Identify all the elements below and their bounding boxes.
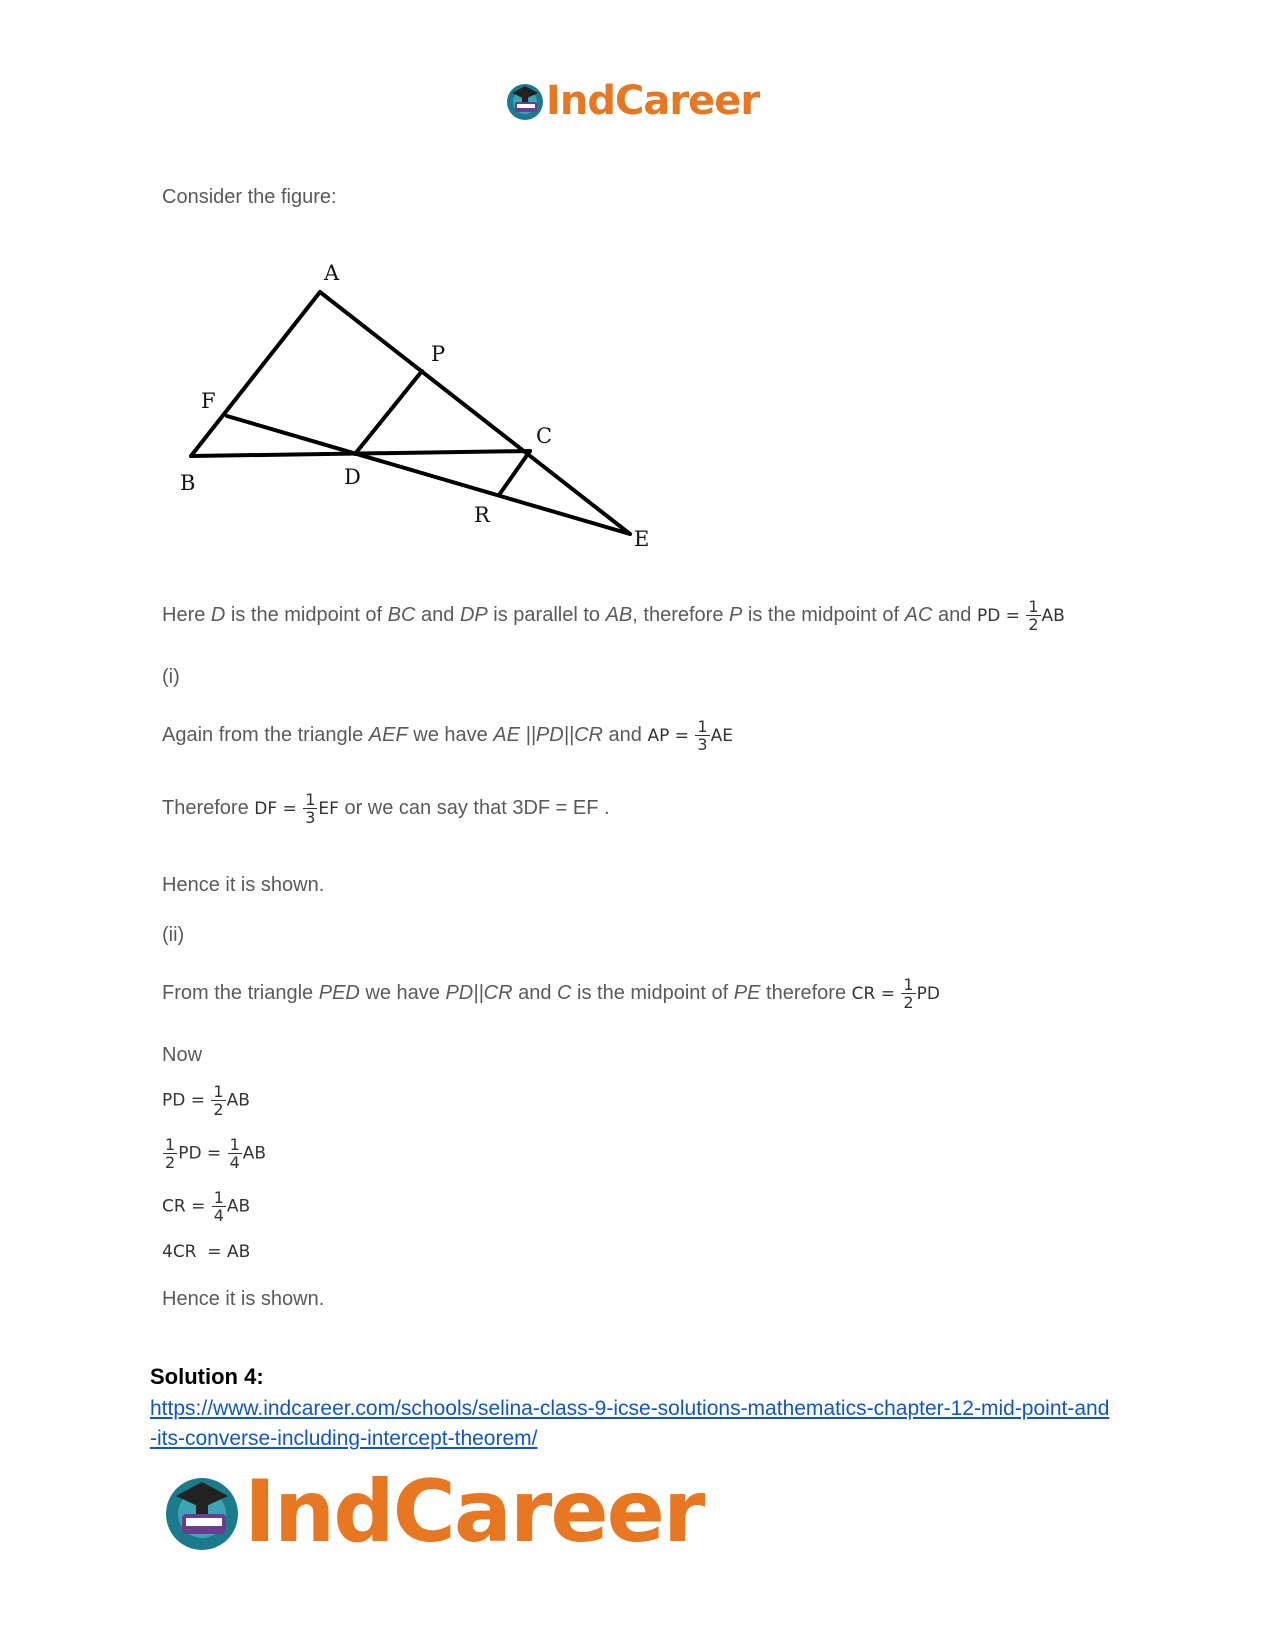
triangle-figure — [160, 250, 680, 570]
logo-text: IndCareer — [244, 1462, 704, 1562]
label-r: R — [474, 503, 490, 527]
part-ii-label: (ii) — [162, 924, 185, 946]
label-f: F — [201, 389, 216, 413]
fraction: $\frac{1}{2}$ — [165, 1135, 176, 1172]
midpoint-statement: Here D is the midpoint of BC and DP is parallel to AB, therefore P is the midpoint of AC and PD = $\frac{1}{2}$ AB — [162, 597, 1065, 634]
line-fe — [227, 416, 630, 534]
now-label: Now — [162, 1044, 203, 1066]
label-a: A — [324, 261, 340, 285]
part-i-conclusion: Hence it is shown. — [162, 874, 325, 896]
label-c: C — [536, 424, 553, 448]
part-i-label: (i) — [162, 666, 180, 688]
part-i-line2: Therefore DF = $\frac{1}{3}$ EF or we can say that 3DF = EF . — [162, 790, 610, 827]
part-ii-line1: From the triangle PED we have PD||CR and C is the midpoint of PE therefore CR = $\frac{1}{2}$ PD — [162, 975, 940, 1012]
logo-text: IndCareer — [546, 78, 760, 124]
graduation-cap-icon — [504, 80, 546, 122]
part-ii-conclusion: Hence it is shown. — [162, 1288, 325, 1310]
label-d: D — [344, 465, 361, 489]
fraction: $\frac{1}{3}$ — [305, 790, 316, 827]
part-i-line1: Again from the triangle AEF we have AE ||PD||CR and AP = $\frac{1}{3}$ AE — [162, 717, 733, 754]
footer-logo — [160, 1462, 703, 1562]
equation-1: PD = $\frac{1}{2}$ AB — [162, 1082, 250, 1119]
fraction: $\frac{1}{2}$ — [1028, 597, 1039, 634]
fraction: $\frac{1}{3}$ — [697, 717, 708, 754]
equation-3: CR = $\frac{1}{4}$ AB — [162, 1188, 251, 1225]
header-logo — [504, 78, 759, 124]
line-ab — [191, 292, 320, 456]
intro-text: Consider the figure: — [162, 186, 337, 208]
solution-title: Solution 4: — [150, 1364, 264, 1389]
graduation-cap-icon — [160, 1470, 244, 1554]
equation-2: $\frac{1}{2}$ PD = $\frac{1}{4}$ AB — [165, 1135, 267, 1172]
label-p: P — [431, 342, 446, 366]
label-b: B — [180, 471, 196, 495]
fraction: $\frac{1}{4}$ — [229, 1135, 240, 1172]
fraction: $\frac{1}{2}$ — [213, 1082, 224, 1119]
line-rc — [499, 451, 530, 495]
fraction: $\frac{1}{2}$ — [903, 975, 914, 1012]
fraction: $\frac{1}{4}$ — [213, 1188, 224, 1225]
label-e: E — [634, 527, 650, 551]
line-ae — [320, 292, 630, 534]
solution-link[interactable]: https://www.indcareer.com/schools/selina-class-9-icse-solutions-mathematics-chapter-12-mid-point-and-its-converse-including-intercept-theorem/ — [150, 1397, 1110, 1450]
equation-4: 4CR = AB — [162, 1242, 251, 1262]
line-dp — [355, 371, 422, 454]
